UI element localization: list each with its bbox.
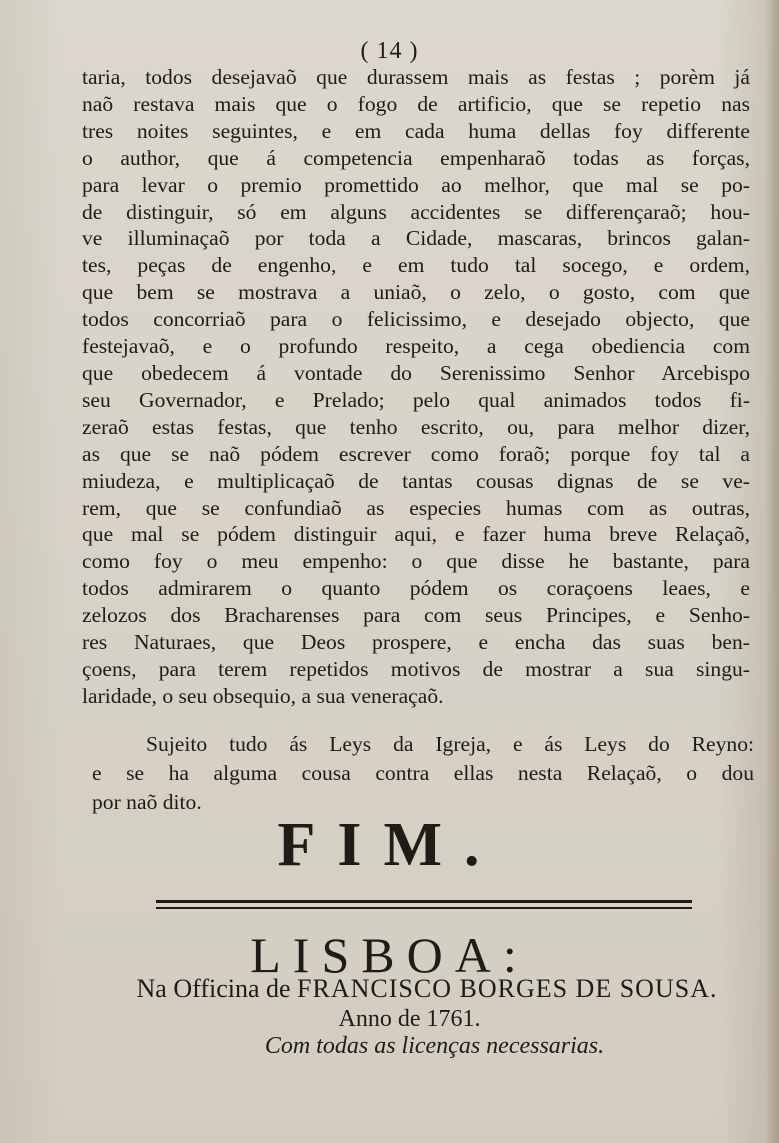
text-line: res Naturaes, que Deos prospere, e encha das suas ben-	[82, 630, 750, 655]
text-line: miudeza, e multiplicaçaõ de tantas cousas dignas de se ve-	[82, 468, 750, 493]
text-line: Sujeito tudo ás Leys da Igreja, e ás Leys do Reyno:	[146, 732, 754, 756]
text-line: de distinguir, só em alguns accidentes se differençaraõ; hou-	[82, 199, 750, 224]
text-line: todos admirarem o quanto pódem os coraçoens leaes, e	[82, 576, 750, 601]
imprint-year: Anno de 1761.	[338, 1006, 481, 1032]
text-line: que bem se mostrava a uniaõ, o zelo, o gosto, com que	[82, 280, 750, 305]
text-line: as que se naõ pódem escrever como foraõ; porque foy tal a	[82, 441, 750, 466]
text-line: zelozos dos Bracharenses para com seus Principes, e Senho-	[82, 603, 750, 628]
text-line: rem, que se confundiaõ as especies humas com as outras,	[82, 495, 750, 520]
text-line: todos concorriaõ para o felicissimo, e desejado objecto, que	[82, 307, 750, 332]
page-number: ( 14 )	[360, 38, 419, 64]
text-line: que mal se pódem distinguir aqui, e fazer huma breve Relaçaõ,	[82, 522, 750, 547]
text-line: por naõ dito.	[92, 790, 202, 814]
main-paragraph	[82, 64, 750, 710]
imprint-printer-name: FRANCISCO BORGES DE SOUSA.	[297, 974, 718, 1003]
closing-paragraph	[92, 730, 754, 817]
fim-heading: FIM.	[277, 811, 502, 879]
text-line: zeraõ estas festas, que tenho escrito, ou, para melhor dizer,	[82, 414, 750, 439]
imprint-printer-prefix: Na Officina de	[136, 974, 291, 1003]
divider-rule-thin	[156, 907, 692, 909]
text-line: e se ha alguma cousa contra ellas nesta Relaçaõ, o dou	[92, 761, 754, 785]
text-line: como foy o meu empenho: o que disse he bastante, para	[82, 549, 750, 574]
imprint-license: Com todas as licenças necessarias.	[264, 1033, 605, 1059]
text-line: tres noites seguintes, e em cada huma dellas foy differente	[82, 118, 750, 143]
text-line: laridade, o seu obsequio, a sua veneraçaõ.	[82, 683, 444, 708]
text-line: o author, que á competencia empenharaõ todas as forças,	[82, 145, 750, 170]
text-line: naõ restava mais que o fogo de artificio, que se repetio nas	[82, 91, 750, 116]
text-line: tes, peças de engenho, e em tudo tal socego, e ordem,	[82, 253, 750, 278]
text-line: seu Governador, e Prelado; pelo qual animados todos fi-	[82, 387, 750, 412]
imprint-printer	[92, 972, 762, 1006]
text-line: que obedecem á vontade do Serenissimo Senhor Arcebispo	[82, 360, 750, 385]
text-line: taria, todos desejavaõ que durassem mais as festas ; porèm já	[82, 65, 750, 89]
text-line: çoens, para terem repetidos motivos de mostrar a sua singu-	[82, 656, 750, 681]
divider-rule-thick	[156, 900, 692, 903]
imprint-place: LISBOA:	[250, 927, 529, 983]
text-line: festejavaõ, e o profundo respeito, a cega obediencia com	[82, 334, 750, 359]
text-line: para levar o premio promettido ao melhor, que mal se po-	[82, 172, 750, 197]
text-line: ve illuminaçaõ por toda a Cidade, mascaras, brincos galan-	[82, 226, 750, 251]
